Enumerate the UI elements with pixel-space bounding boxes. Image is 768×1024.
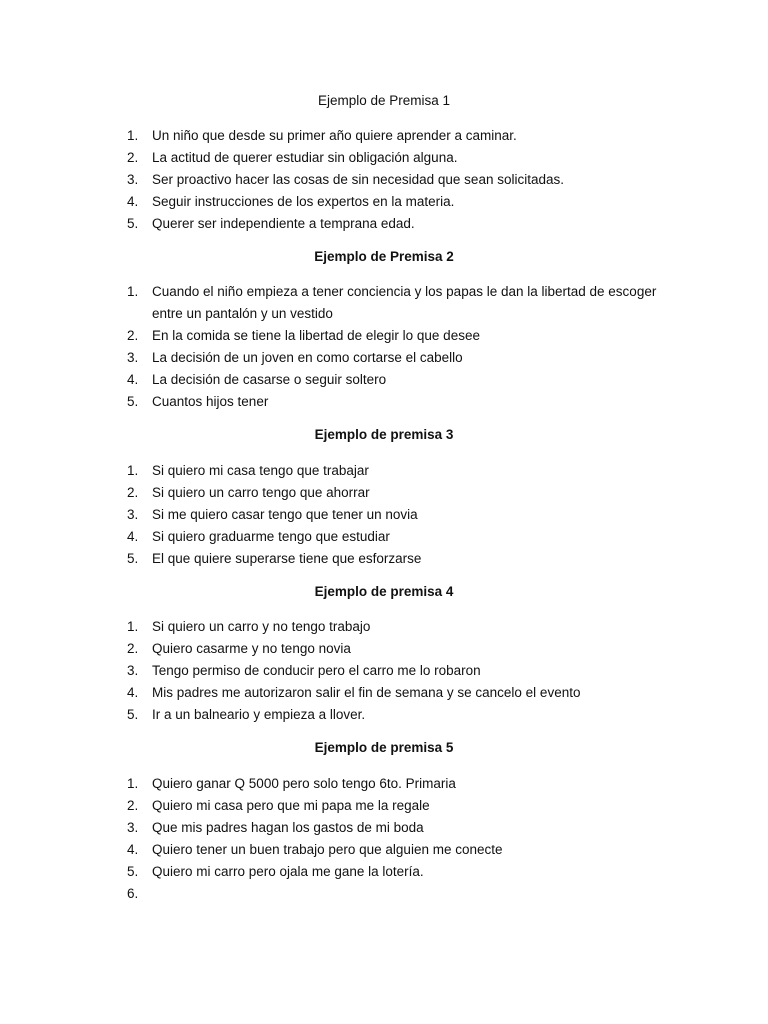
premisa-4-list (0, 616, 672, 726)
section-title-premisa-5: Ejemplo de premisa 5 (314, 740, 454, 755)
list-item (0, 125, 672, 147)
item-number: 3. (127, 172, 139, 187)
item-text: Querer ser independiente a temprana edad. (152, 216, 415, 231)
list-item (0, 526, 672, 548)
list-item (0, 325, 672, 347)
item-number: 4. (127, 685, 139, 700)
item-text: Quiero casarme y no tengo novia (152, 641, 351, 656)
item-number: 6. (127, 886, 139, 901)
item-text: Si quiero un carro tengo que ahorrar (152, 485, 370, 500)
list-item (0, 861, 672, 883)
item-number: 4. (127, 372, 139, 387)
list-item (0, 660, 672, 682)
section-title-premisa-3: Ejemplo de premisa 3 (314, 427, 454, 442)
item-text: En la comida se tiene la libertad de elegir lo que desee (152, 328, 480, 343)
item-number: 1. (127, 128, 139, 143)
item-number: 4. (127, 842, 139, 857)
list-item (0, 773, 672, 795)
list-item (0, 147, 672, 169)
list-item (0, 682, 672, 704)
list-item (0, 391, 672, 413)
list-item (0, 191, 672, 213)
item-number: 5. (127, 216, 139, 231)
item-number: 1. (127, 284, 139, 299)
list-item (0, 638, 672, 660)
list-item (0, 616, 672, 638)
item-number: 4. (127, 529, 139, 544)
item-text: Ser proactivo hacer las cosas de sin necesidad que sean solicitadas. (152, 172, 564, 187)
item-number: 3. (127, 507, 139, 522)
item-number: 3. (127, 820, 139, 835)
item-number: 5. (127, 394, 139, 409)
item-text: Si quiero graduarme tengo que estudiar (152, 529, 390, 544)
item-text: Si me quiero casar tengo que tener un novia (152, 507, 418, 522)
list-item (0, 504, 672, 526)
list-item (0, 704, 672, 726)
item-text: Quiero tener un buen trabajo pero que alguien me conecte (152, 842, 503, 857)
item-text: La decisión de casarse o seguir soltero (152, 372, 387, 387)
item-text: Quiero ganar Q 5000 pero solo tengo 6to. Primaria (152, 776, 456, 791)
item-text: Cuantos hijos tener (152, 394, 269, 409)
premisa-3-list (0, 460, 672, 570)
item-text: La actitud de querer estudiar sin obligación alguna. (152, 150, 458, 165)
list-item (0, 482, 672, 504)
item-text: Quiero mi carro pero ojala me gane la lotería. (152, 864, 424, 879)
item-number: 1. (127, 619, 139, 634)
item-number: 5. (127, 707, 139, 722)
premisa-2-list (0, 281, 672, 413)
list-item (0, 839, 672, 861)
premisa-5-list (0, 773, 672, 901)
list-item (0, 795, 672, 817)
list-item (0, 817, 672, 839)
list-item (0, 347, 672, 369)
premisa-1-list (0, 125, 672, 235)
item-text: Tengo permiso de conducir pero el carro me lo robaron (152, 663, 481, 678)
item-text: Si quiero un carro y no tengo trabajo (152, 619, 371, 634)
item-number: 2. (127, 150, 139, 165)
section-title-premisa-1: Ejemplo de Premisa 1 (317, 93, 451, 108)
list-item (0, 460, 672, 482)
list-item (0, 169, 672, 191)
item-text: Cuando el niño empieza a tener conciencia y los papas le dan la libertad de escoger entre un pantalón y un vestido (152, 284, 657, 321)
item-text: Quiero mi casa pero que mi papa me la regale (152, 798, 430, 813)
item-text: Que mis padres hagan los gastos de mi boda (152, 820, 424, 835)
item-number: 2. (127, 485, 139, 500)
list-item (0, 369, 672, 391)
section-title-premisa-2: Ejemplo de Premisa 2 (314, 249, 454, 264)
item-text: La decisión de un joven en como cortarse el cabello (152, 350, 463, 365)
item-text: Seguir instrucciones de los expertos en la materia. (152, 194, 455, 209)
item-text: Ir a un balneario y empieza a llover. (152, 707, 366, 722)
item-text: Mis padres me autorizaron salir el fin de semana y se cancelo el evento (152, 685, 581, 700)
list-item (0, 213, 672, 235)
item-number: 4. (127, 194, 139, 209)
section-title-premisa-4: Ejemplo de premisa 4 (314, 584, 454, 599)
item-number: 1. (127, 463, 139, 478)
item-number: 2. (127, 328, 139, 343)
item-number: 3. (127, 350, 139, 365)
item-text: El que quiere superarse tiene que esforzarse (152, 551, 422, 566)
item-number: 5. (127, 864, 139, 879)
item-text: Un niño que desde su primer año quiere aprender a caminar. (152, 128, 517, 143)
item-number: 3. (127, 663, 139, 678)
item-number: 2. (127, 798, 139, 813)
list-item (0, 548, 672, 570)
item-number: 5. (127, 551, 139, 566)
list-item (0, 281, 672, 325)
item-number: 2. (127, 641, 139, 656)
item-number: 1. (127, 776, 139, 791)
item-text: Si quiero mi casa tengo que trabajar (152, 463, 369, 478)
